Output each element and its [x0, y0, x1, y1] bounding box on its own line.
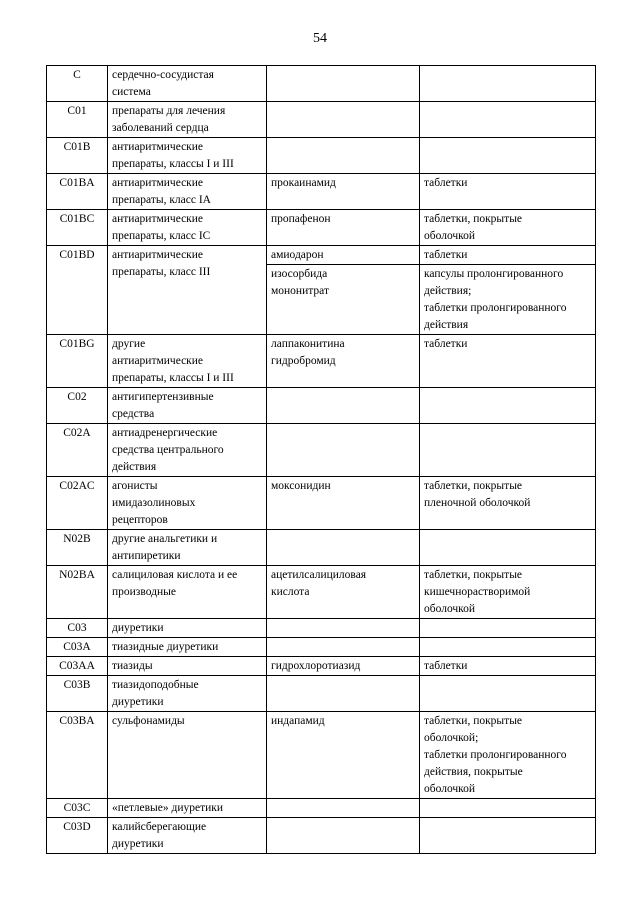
cell-line: оболочкой [424, 603, 476, 615]
table-row [47, 657, 596, 676]
drug-name-cell [267, 335, 420, 388]
cell-line: оболочкой [424, 230, 476, 242]
pharmacological-group-cell [108, 676, 267, 712]
dosage-form-cell [420, 388, 596, 424]
pharmacological-group-cell [108, 477, 267, 530]
table-row [47, 138, 596, 174]
atc-code-cell: C03AA [47, 657, 108, 676]
table-row [47, 799, 596, 818]
cell-line: препараты, класс IC [112, 230, 211, 242]
table-row [47, 676, 596, 712]
dosage-form-cell [420, 638, 596, 657]
table-row [47, 818, 596, 854]
cell-line: гидробромид [271, 355, 336, 367]
table-row [47, 335, 596, 388]
cell-line: другие анальгетики и [112, 533, 218, 545]
cell-line: тиазидные диуретики [112, 641, 219, 653]
cell-line: действия [424, 319, 469, 331]
cell-line: средства [112, 408, 155, 420]
cell-line: оболочкой; [424, 732, 479, 744]
cell-line: диуретики [112, 838, 164, 850]
cell-line: антиаритмические [112, 355, 204, 367]
drug-name-cell [267, 174, 420, 210]
cell-line: агонисты [112, 480, 158, 492]
dosage-form-cell [420, 530, 596, 566]
drug-name-cell [267, 210, 420, 246]
atc-code-cell: C01B [47, 138, 108, 174]
cell-line: действия, покрытые [424, 766, 523, 778]
pharmacological-group-cell [108, 530, 267, 566]
drug-name-cell [267, 566, 420, 619]
cell-line: другие [112, 338, 146, 350]
cell-line: рецепторов [112, 514, 168, 526]
cell-line: индапамид [271, 715, 325, 727]
pharmacological-group-cell [108, 566, 267, 619]
cell-line: таблетки пролонгированного [424, 749, 567, 761]
cell-line: кишечнорастворимой [424, 586, 531, 598]
cell-line: «петлевые» диуретики [112, 802, 224, 814]
cell-line: кислота [271, 586, 310, 598]
drug-name-cell [267, 265, 420, 335]
atc-code-cell: C02A [47, 424, 108, 477]
table-row [47, 102, 596, 138]
cell-line: амиодарон [271, 249, 324, 261]
atc-code-cell: C01 [47, 102, 108, 138]
cell-line: сульфонамиды [112, 715, 185, 727]
pharmacological-group-cell [108, 619, 267, 638]
table-row [47, 619, 596, 638]
drug-name-cell [267, 102, 420, 138]
drug-name-cell [267, 657, 420, 676]
atc-code-cell: C01BD [47, 246, 108, 335]
cell-line: антигипертензивные [112, 391, 214, 403]
cell-line: гидрохлоротиазид [271, 660, 361, 672]
dosage-form-cell [420, 566, 596, 619]
dosage-form-cell [420, 210, 596, 246]
cell-line: моксонидин [271, 480, 331, 492]
cell-line: препараты для лечения [112, 105, 226, 117]
atc-code-cell: C03D [47, 818, 108, 854]
cell-line: производные [112, 586, 176, 598]
drug-name-cell [267, 799, 420, 818]
pharmacological-group-cell [108, 102, 267, 138]
table-row [47, 246, 596, 265]
atc-code-cell: C [47, 66, 108, 102]
drug-name-cell [267, 638, 420, 657]
atc-code-cell: C01BC [47, 210, 108, 246]
cell-line: антиаритмические [112, 249, 204, 261]
cell-line: таблетки [424, 177, 468, 189]
pharmacological-group-cell [108, 66, 267, 102]
pharmacological-group-cell [108, 246, 267, 335]
atc-code-cell: C02 [47, 388, 108, 424]
cell-line: таблетки пролонгированного [424, 302, 567, 314]
cell-line: действия [112, 461, 157, 473]
table-row [47, 66, 596, 102]
pharmacological-group-cell [108, 657, 267, 676]
cell-line: лаппаконитина [271, 338, 345, 350]
atc-code-cell: C03 [47, 619, 108, 638]
cell-line: таблетки, покрытые [424, 715, 523, 727]
cell-line: антипиретики [112, 550, 181, 562]
table-row [47, 566, 596, 619]
cell-line: диуретики [112, 622, 164, 634]
drug-name-cell [267, 388, 420, 424]
dosage-form-cell [420, 66, 596, 102]
cell-line: калийсберегающие [112, 821, 207, 833]
pharmacological-group-cell [108, 424, 267, 477]
cell-line: ацетилсалициловая [271, 569, 367, 581]
cell-line: имидазолиновых [112, 497, 196, 509]
drug-classification-table [46, 65, 596, 854]
pharmacological-group-cell [108, 335, 267, 388]
dosage-form-cell [420, 138, 596, 174]
cell-line: салициловая кислота и ее [112, 569, 238, 581]
pharmacological-group-cell [108, 388, 267, 424]
table-row [47, 712, 596, 799]
drug-name-cell [267, 676, 420, 712]
cell-line: средства центрального [112, 444, 224, 456]
drug-name-cell [267, 424, 420, 477]
atc-code-cell: C03B [47, 676, 108, 712]
drug-name-cell [267, 246, 420, 265]
drug-name-cell [267, 138, 420, 174]
cell-line: заболеваний сердца [112, 122, 209, 134]
dosage-form-cell [420, 799, 596, 818]
dosage-form-cell [420, 174, 596, 210]
cell-line: антиадренергические [112, 427, 218, 439]
table-row [47, 424, 596, 477]
atc-code-cell: C02AC [47, 477, 108, 530]
table-row [47, 210, 596, 246]
pharmacological-group-cell [108, 712, 267, 799]
atc-code-cell: C03BA [47, 712, 108, 799]
pharmacological-group-cell [108, 799, 267, 818]
page-number: 54 [313, 31, 327, 46]
dosage-form-cell [420, 246, 596, 265]
cell-line: таблетки, покрытые [424, 213, 523, 225]
dosage-form-cell [420, 818, 596, 854]
atc-code-cell: C03C [47, 799, 108, 818]
table-row [47, 388, 596, 424]
drug-name-cell [267, 477, 420, 530]
dosage-form-cell [420, 424, 596, 477]
cell-line: препараты, классы I и III [112, 372, 234, 384]
cell-line: препараты, класс III [112, 266, 211, 278]
atc-code-cell: C01BG [47, 335, 108, 388]
cell-line: препараты, класс IA [112, 194, 211, 206]
dosage-form-cell [420, 676, 596, 712]
cell-line: тиазидоподобные [112, 679, 199, 691]
atc-code-cell: N02BA [47, 566, 108, 619]
dosage-form-cell [420, 477, 596, 530]
cell-line: капсулы пролонгированного [424, 268, 564, 280]
cell-line: таблетки, покрытые [424, 480, 523, 492]
cell-line: пропафенон [271, 213, 331, 225]
pharmacological-group-cell [108, 210, 267, 246]
cell-line: антиаритмические [112, 141, 204, 153]
pharmacological-group-cell [108, 174, 267, 210]
dosage-form-cell [420, 657, 596, 676]
drug-name-cell [267, 619, 420, 638]
table-row [47, 638, 596, 657]
dosage-form-cell [420, 265, 596, 335]
cell-line: таблетки [424, 338, 468, 350]
cell-line: тиазиды [112, 660, 153, 672]
cell-line: таблетки [424, 249, 468, 261]
dosage-form-cell [420, 712, 596, 799]
dosage-form-cell [420, 335, 596, 388]
cell-line: пленочной оболочкой [424, 497, 531, 509]
pharmacological-group-cell [108, 638, 267, 657]
dosage-form-cell [420, 619, 596, 638]
table-row [47, 174, 596, 210]
pharmacological-group-cell [108, 818, 267, 854]
cell-line: антиаритмические [112, 177, 204, 189]
atc-code-cell: C01BA [47, 174, 108, 210]
cell-line: оболочкой [424, 783, 476, 795]
drug-name-cell [267, 66, 420, 102]
cell-line: изосорбида [271, 268, 328, 280]
cell-line: таблетки, покрытые [424, 569, 523, 581]
drug-name-cell [267, 712, 420, 799]
cell-line: действия; [424, 285, 472, 297]
cell-line: система [112, 86, 151, 98]
cell-line: антиаритмические [112, 213, 204, 225]
drug-name-cell [267, 530, 420, 566]
drug-name-cell [267, 818, 420, 854]
cell-line: препараты, классы I и III [112, 158, 234, 170]
cell-line: мононитрат [271, 285, 329, 297]
pharmacological-group-cell [108, 138, 267, 174]
atc-code-cell: N02B [47, 530, 108, 566]
table-row [47, 477, 596, 530]
atc-code-cell: C03A [47, 638, 108, 657]
cell-line: диуретики [112, 696, 164, 708]
cell-line: прокаинамид [271, 177, 336, 189]
cell-line: сердечно-сосудистая [112, 69, 214, 81]
cell-line: таблетки [424, 660, 468, 672]
dosage-form-cell [420, 102, 596, 138]
table-row [47, 530, 596, 566]
